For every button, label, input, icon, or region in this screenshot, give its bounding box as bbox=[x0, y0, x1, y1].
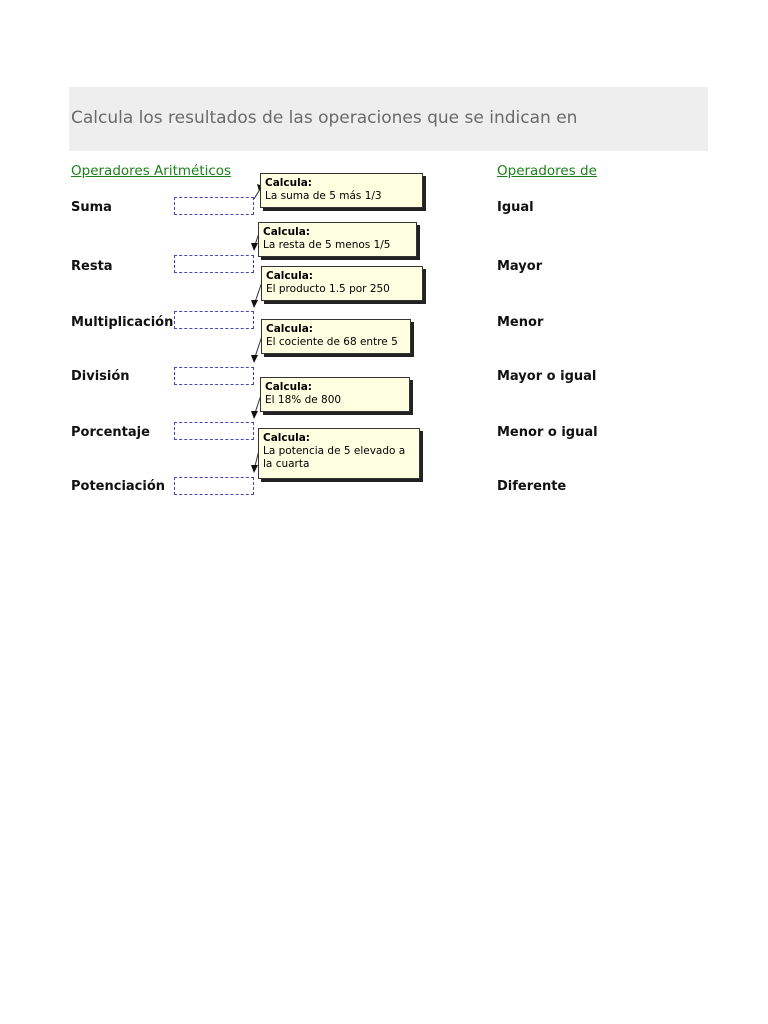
comment-note-porcentaje[interactable] bbox=[260, 377, 410, 412]
label-resta: Resta bbox=[71, 259, 113, 274]
label-menor: Menor bbox=[497, 315, 544, 330]
arrowhead bbox=[251, 300, 258, 308]
comment-note-suma[interactable] bbox=[260, 173, 423, 208]
comment-title: Calcula: bbox=[265, 177, 312, 189]
comment-note-potenciacion[interactable] bbox=[258, 428, 420, 479]
arrowhead bbox=[251, 465, 258, 473]
header-arithmetic-operators[interactable]: Operadores Aritméticos bbox=[71, 163, 232, 179]
comment-body: La resta de 5 menos 1/5 bbox=[263, 239, 391, 251]
comment-body: La suma de 5 más 1/3 bbox=[265, 190, 382, 202]
instruction-text: Calcula los resultados de las operaciones que se indican en bbox=[71, 108, 578, 128]
label-diferente: Diferente bbox=[497, 479, 567, 494]
comment-title: Calcula: bbox=[263, 432, 310, 444]
arrowhead bbox=[251, 411, 258, 419]
comment-title: Calcula: bbox=[266, 323, 313, 335]
label-igual: Igual bbox=[497, 200, 534, 215]
comment-note-division[interactable] bbox=[261, 319, 411, 354]
comment-body: El producto 1.5 por 250 bbox=[266, 283, 390, 295]
header-comparison-operators[interactable]: Operadores de bbox=[497, 163, 597, 179]
label-mayor-o-igual: Mayor o igual bbox=[497, 369, 597, 384]
label-potenciacion: Potenciación bbox=[71, 479, 166, 494]
comment-title: Calcula: bbox=[263, 226, 310, 238]
label-porcentaje: Porcentaje bbox=[71, 425, 150, 440]
comment-body: La potencia de 5 elevado a la cuarta bbox=[263, 445, 406, 470]
label-multiplicacion: Multiplicación bbox=[71, 315, 174, 330]
label-mayor: Mayor bbox=[497, 259, 543, 274]
comment-note-resta[interactable] bbox=[258, 222, 417, 257]
comment-body: El 18% de 800 bbox=[265, 394, 342, 406]
label-menor-o-igual: Menor o igual bbox=[497, 425, 598, 440]
arrowhead bbox=[251, 355, 258, 363]
comment-title: Calcula: bbox=[266, 270, 313, 282]
label-division: División bbox=[71, 369, 130, 384]
comment-note-multiplicacion[interactable] bbox=[261, 266, 423, 301]
arrowhead bbox=[251, 243, 258, 251]
label-suma: Suma bbox=[71, 200, 112, 215]
comment-title: Calcula: bbox=[265, 381, 312, 393]
comment-body: El cociente de 68 entre 5 bbox=[266, 336, 398, 348]
